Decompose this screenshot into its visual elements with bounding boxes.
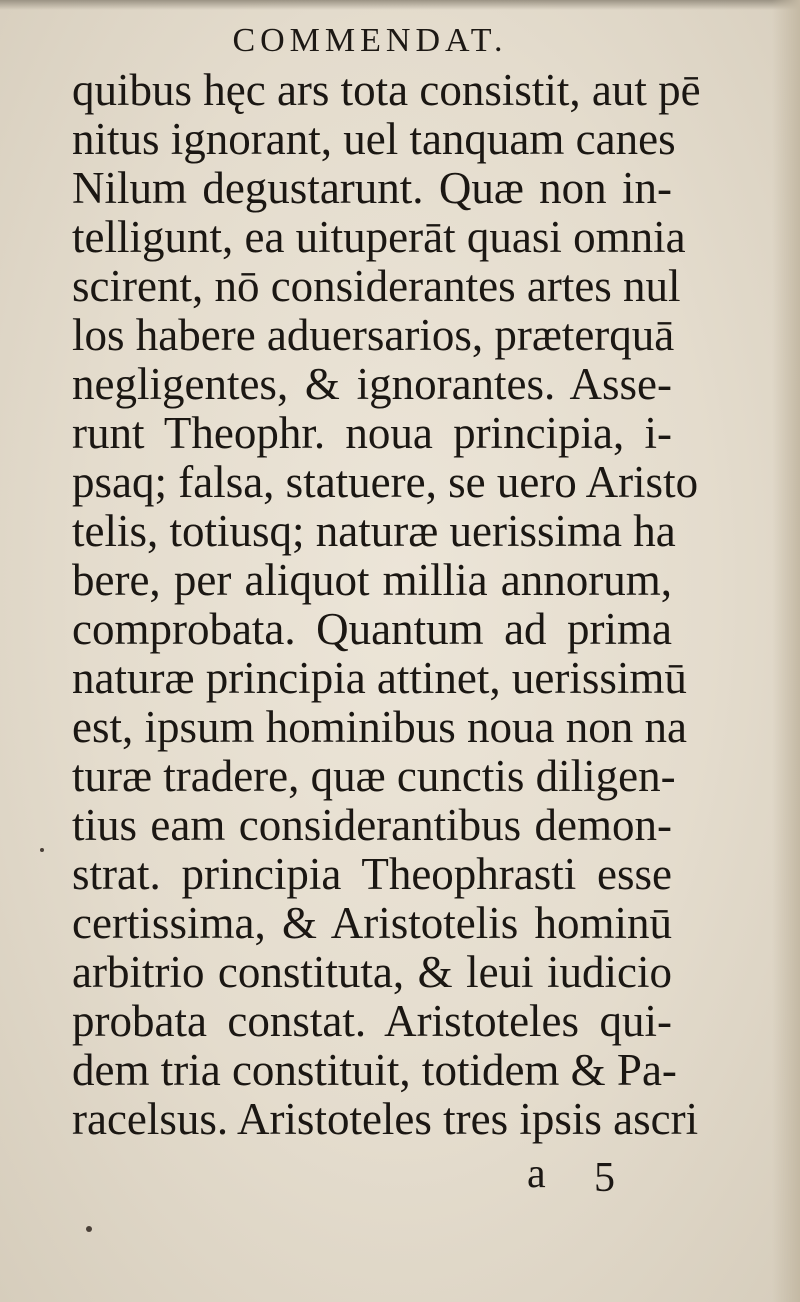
running-head: COMMENDAT. xyxy=(232,22,508,59)
text-line: certissima, & Aristotelis hominū xyxy=(72,898,672,948)
body-text xyxy=(72,65,701,1144)
text-line: psaq; falsa, statuere, se uero Aristo xyxy=(72,457,699,507)
text-line: telligunt, ea uituperāt quasi omnia xyxy=(72,212,686,262)
ink-spot xyxy=(40,848,44,852)
text-line: comprobata. Quantum ad prima xyxy=(72,604,672,654)
text-line: bere, per aliquot millia annorum, xyxy=(72,555,672,605)
text-line: telis, totiusq; naturæ uerissima ha xyxy=(72,506,676,556)
text-line: runt Theophr. noua principia, i- xyxy=(72,408,672,458)
text-line: probata constat. Aristoteles qui- xyxy=(72,996,672,1046)
text-line: dem tria constituit, totidem & Pa- xyxy=(72,1045,677,1095)
text-line: est, ipsum hominibus noua non na xyxy=(72,702,687,752)
text-line: tius eam considerantibus demon- xyxy=(72,800,672,850)
text-line: scirent, nō considerantes artes nul xyxy=(72,261,681,311)
text-line: strat. principia Theophrasti esse xyxy=(72,849,672,899)
text-line: negligentes, & ignorantes. Asse- xyxy=(72,359,672,409)
text-line: nitus ignorant, uel tanquam canes xyxy=(72,114,676,164)
text-line: arbitrio constituta, & leui iudicio xyxy=(72,947,672,997)
text-line: los habere aduersarios, præterquā xyxy=(72,310,675,360)
signature-letter: a xyxy=(527,1151,546,1197)
text-line: turæ tradere, quæ cunctis diligen- xyxy=(72,751,676,801)
text-line: quibus hęc ars tota consistit, aut pē xyxy=(72,65,701,115)
ink-spot xyxy=(86,1226,92,1232)
text-line: Nilum degustarunt. Quæ non in- xyxy=(72,163,672,213)
signature-number: 5 xyxy=(594,1155,615,1201)
text-line: racelsus. Aristoteles tres ipsis ascri xyxy=(72,1094,699,1144)
text-line: naturæ principia attinet, uerissimū xyxy=(72,653,687,703)
